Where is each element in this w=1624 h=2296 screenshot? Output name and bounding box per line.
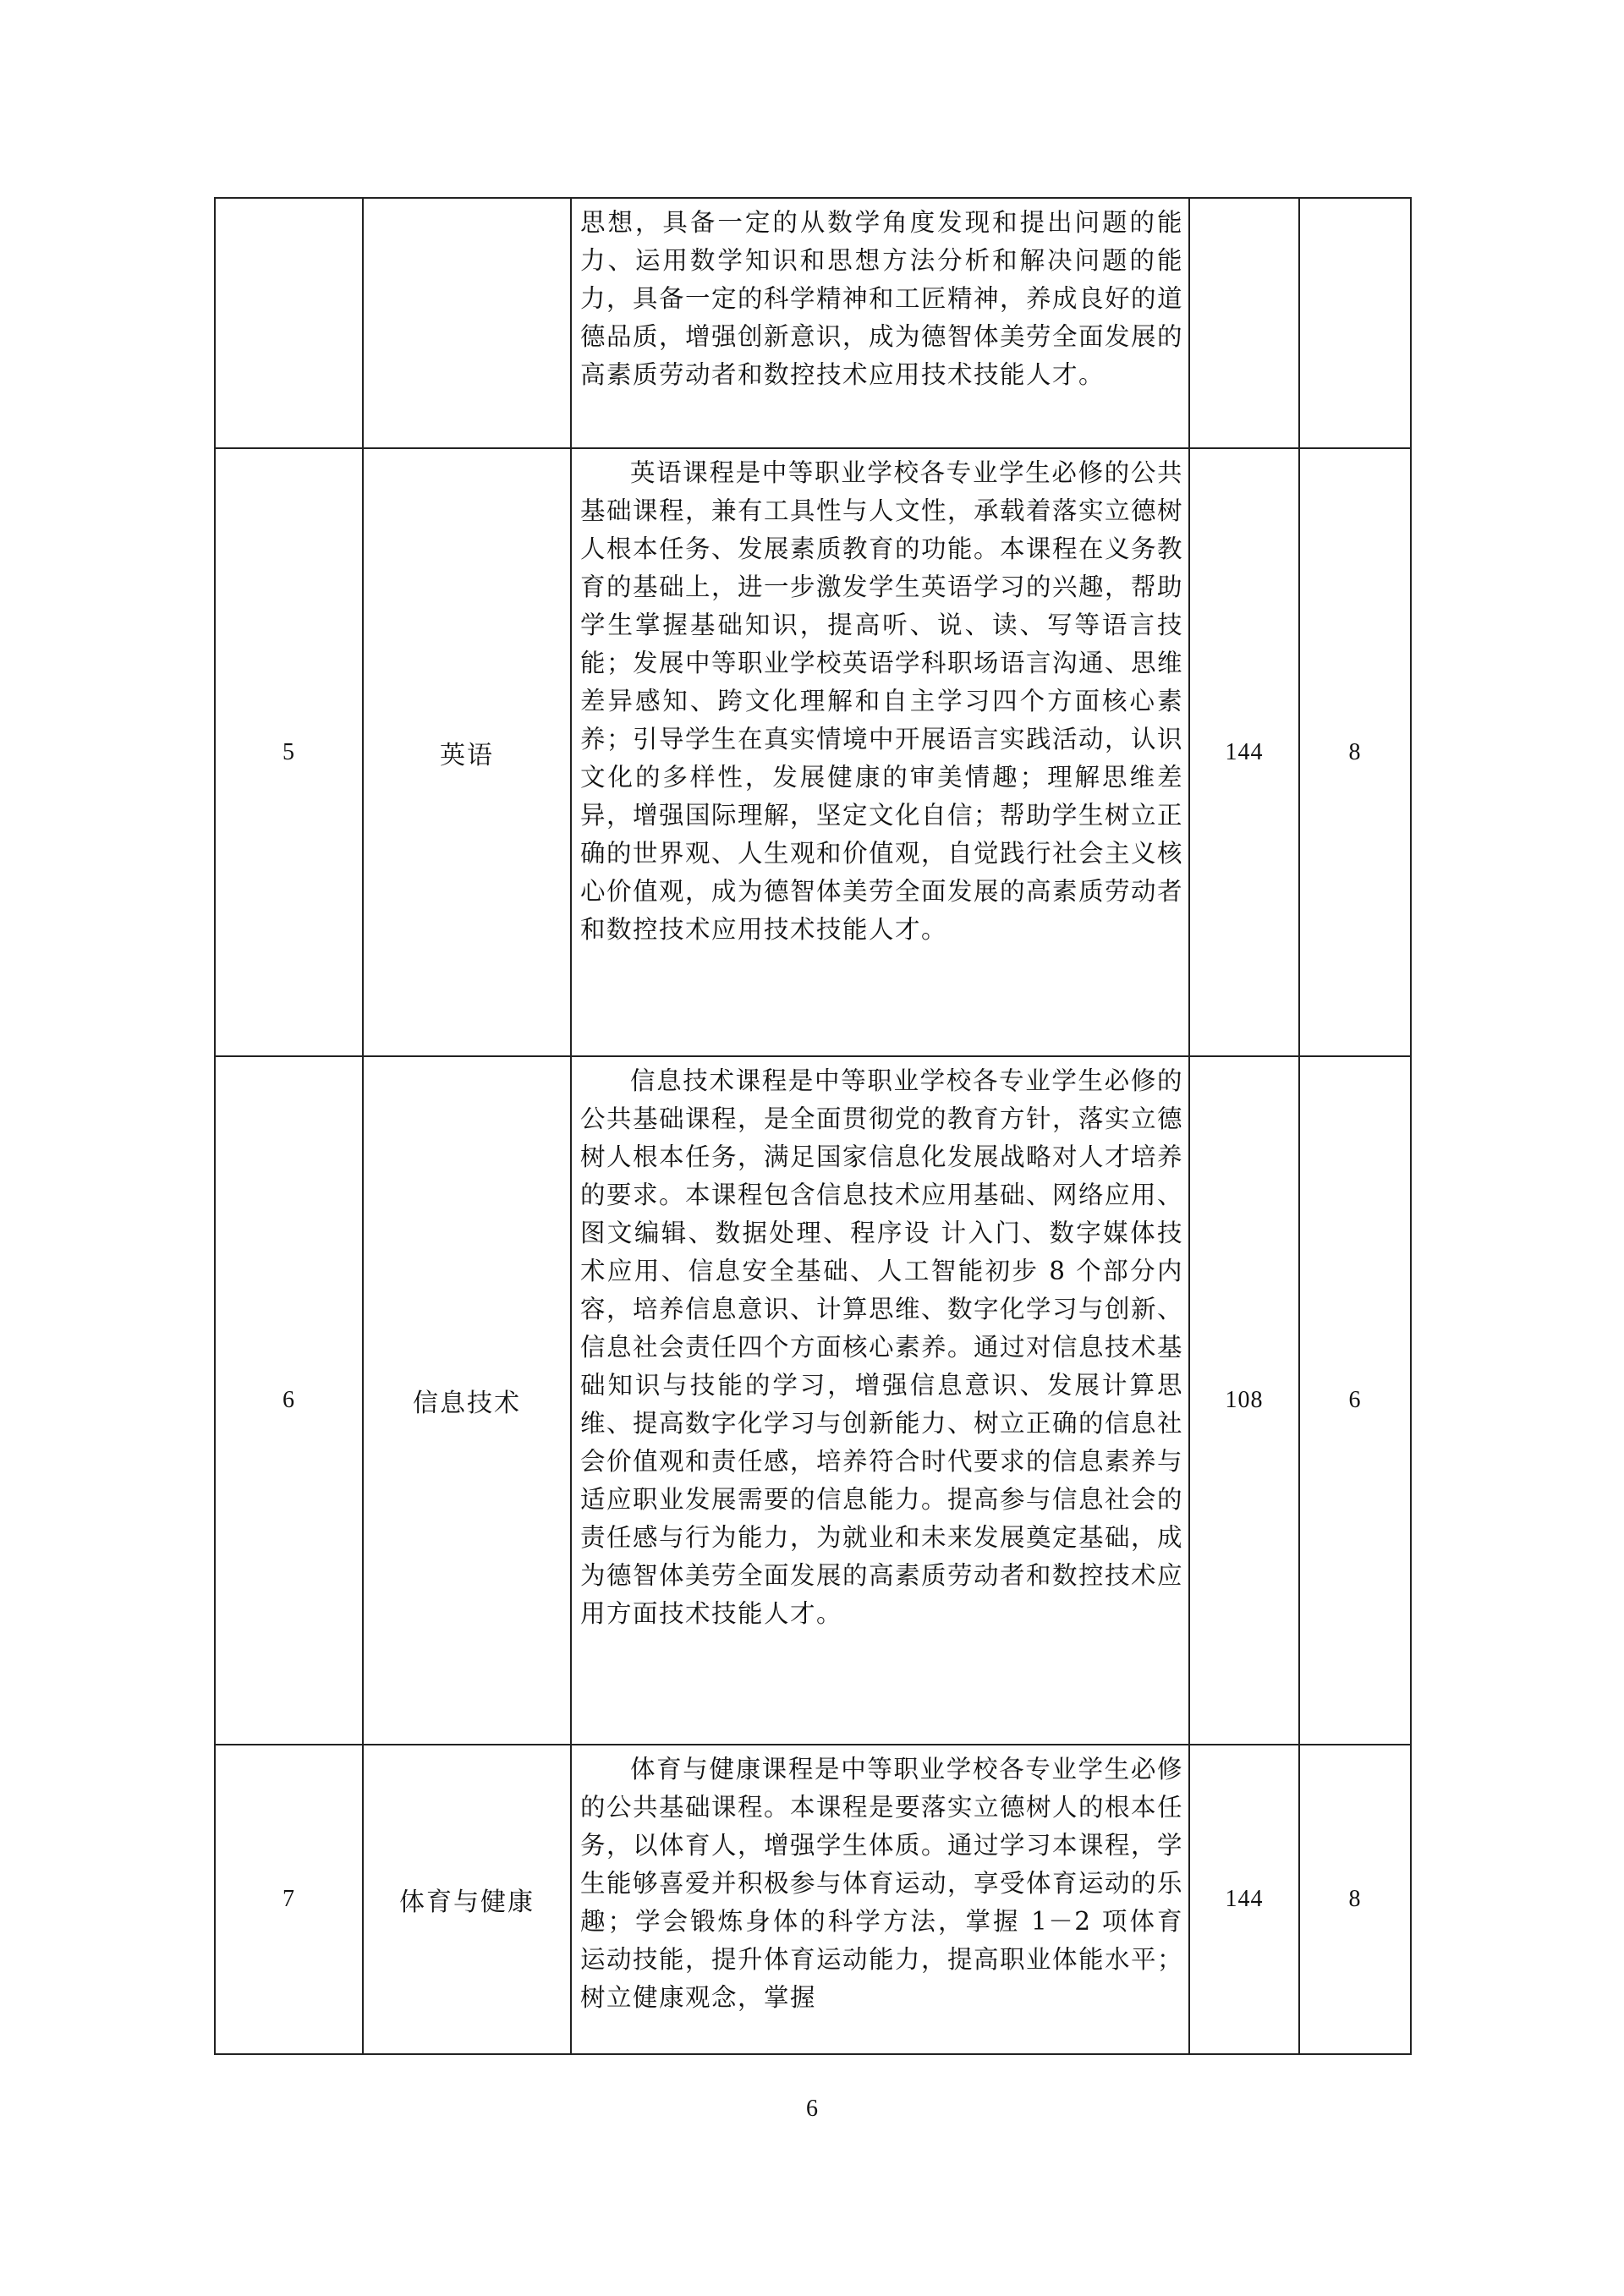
course-name-cell: 英语: [363, 448, 571, 1056]
course-table: [214, 197, 1412, 2055]
table-row: [215, 1056, 1411, 1745]
course-name-cell: [363, 198, 571, 448]
course-description-cell: [571, 1056, 1189, 1745]
course-index-cell: [215, 198, 363, 448]
course-description-text: 思想，具备一定的从数学角度发现和提出问题的能力、运用数学知识和思想方法分析和解决问题的能力，具备一定的科学精神和工匠精神，养成良好的道德品质，增强创新意识，成为德智体美劳全面发展的高素质劳动者和数控技术应用技术技能人才。: [580, 208, 1184, 389]
course-hours-cell: [1189, 198, 1299, 448]
course-description-text: 英语课程是中等职业学校各专业学生必修的公共基础课程，兼有工具性与人文性，承载着落实立德树人根本任务、发展素质教育的功能。本课程在义务教育的基础上，进一步激发学生英语学习的兴趣，帮助学生掌握基础知识，提高听、说、读、写等语言技能；发展中等职业学校英语学科职场语言沟通、思维差异感知、跨文化理解和自主学习四个方面核心素养；引导学生在真实情境中开展语言实践活动，认识文化的多样性，发展健康的审美情趣；理解思维差异，增强国际理解，坚定文化自信；帮助学生树立正确的世界观、人生观和价值观，自觉践行社会主义核心价值观，成为德智体美劳全面发展的高素质劳动者和数控技术应用技术技能人才。: [580, 458, 1184, 944]
course-hours-cell: 144: [1189, 1745, 1299, 2054]
course-description-text: 信息技术课程是中等职业学校各专业学生必修的公共基础课程，是全面贯彻党的教育方针，落实立德树人根本任务，满足国家信息化发展战略对人才培养的要求。本课程包含信息技术应用基础、网络应用、图文编辑、数据处理、程序设 计入门、数字媒体技术应用、信息安全基础、人工智能初步 8 个部分内容，培养信息意识、计算思维、数字化学习与创新、信息社会责任四个方面核心素养。通过对信息技术基础知识与技能的学习，增强信息意识、发展计算思维、提高数字化学习与创新能力、树立正确的信息社会价值观和责任感，培养符合时代要求的信息素养与适应职业发展需要的信息能力。提高参与信息社会的责任感与行为能力，为就业和未来发展奠定基础，成为德智体美劳全面发展的高素质劳动者和数控技术应用方面技术技能人才。: [580, 1066, 1184, 1628]
course-credits-cell: 8: [1299, 448, 1411, 1056]
table-row: [215, 198, 1411, 448]
course-description-cell: [571, 1745, 1189, 2054]
page-number: 6: [806, 2096, 818, 2122]
course-name-cell: 信息技术: [363, 1056, 571, 1745]
course-description-cell: [571, 198, 1189, 448]
course-hours-cell: 108: [1189, 1056, 1299, 1745]
course-credits-cell: 6: [1299, 1056, 1411, 1745]
course-description-text: 体育与健康课程是中等职业学校各专业学生必修的公共基础课程。本课程是要落实立德树人的根本任务，以体育人，增强学生体质。通过学习本课程，学生能够喜爱并积极参与体育运动，享受体育运动的乐趣；学会锻炼身体的科学方法，掌握 1－2 项体育运动技能，提升体育运动能力，提高职业体能水平；树立健康观念，掌握: [580, 1755, 1184, 2012]
course-credits-cell: 8: [1299, 1745, 1411, 2054]
course-index-cell: 7: [215, 1745, 363, 2054]
course-index-cell: 6: [215, 1056, 363, 1745]
course-name-cell: 体育与健康: [363, 1745, 571, 2054]
table-row: [215, 448, 1411, 1056]
table-row: [215, 1745, 1411, 2054]
course-hours-cell: 144: [1189, 448, 1299, 1056]
course-description-cell: [571, 448, 1189, 1056]
course-credits-cell: [1299, 198, 1411, 448]
course-index-cell: 5: [215, 448, 363, 1056]
